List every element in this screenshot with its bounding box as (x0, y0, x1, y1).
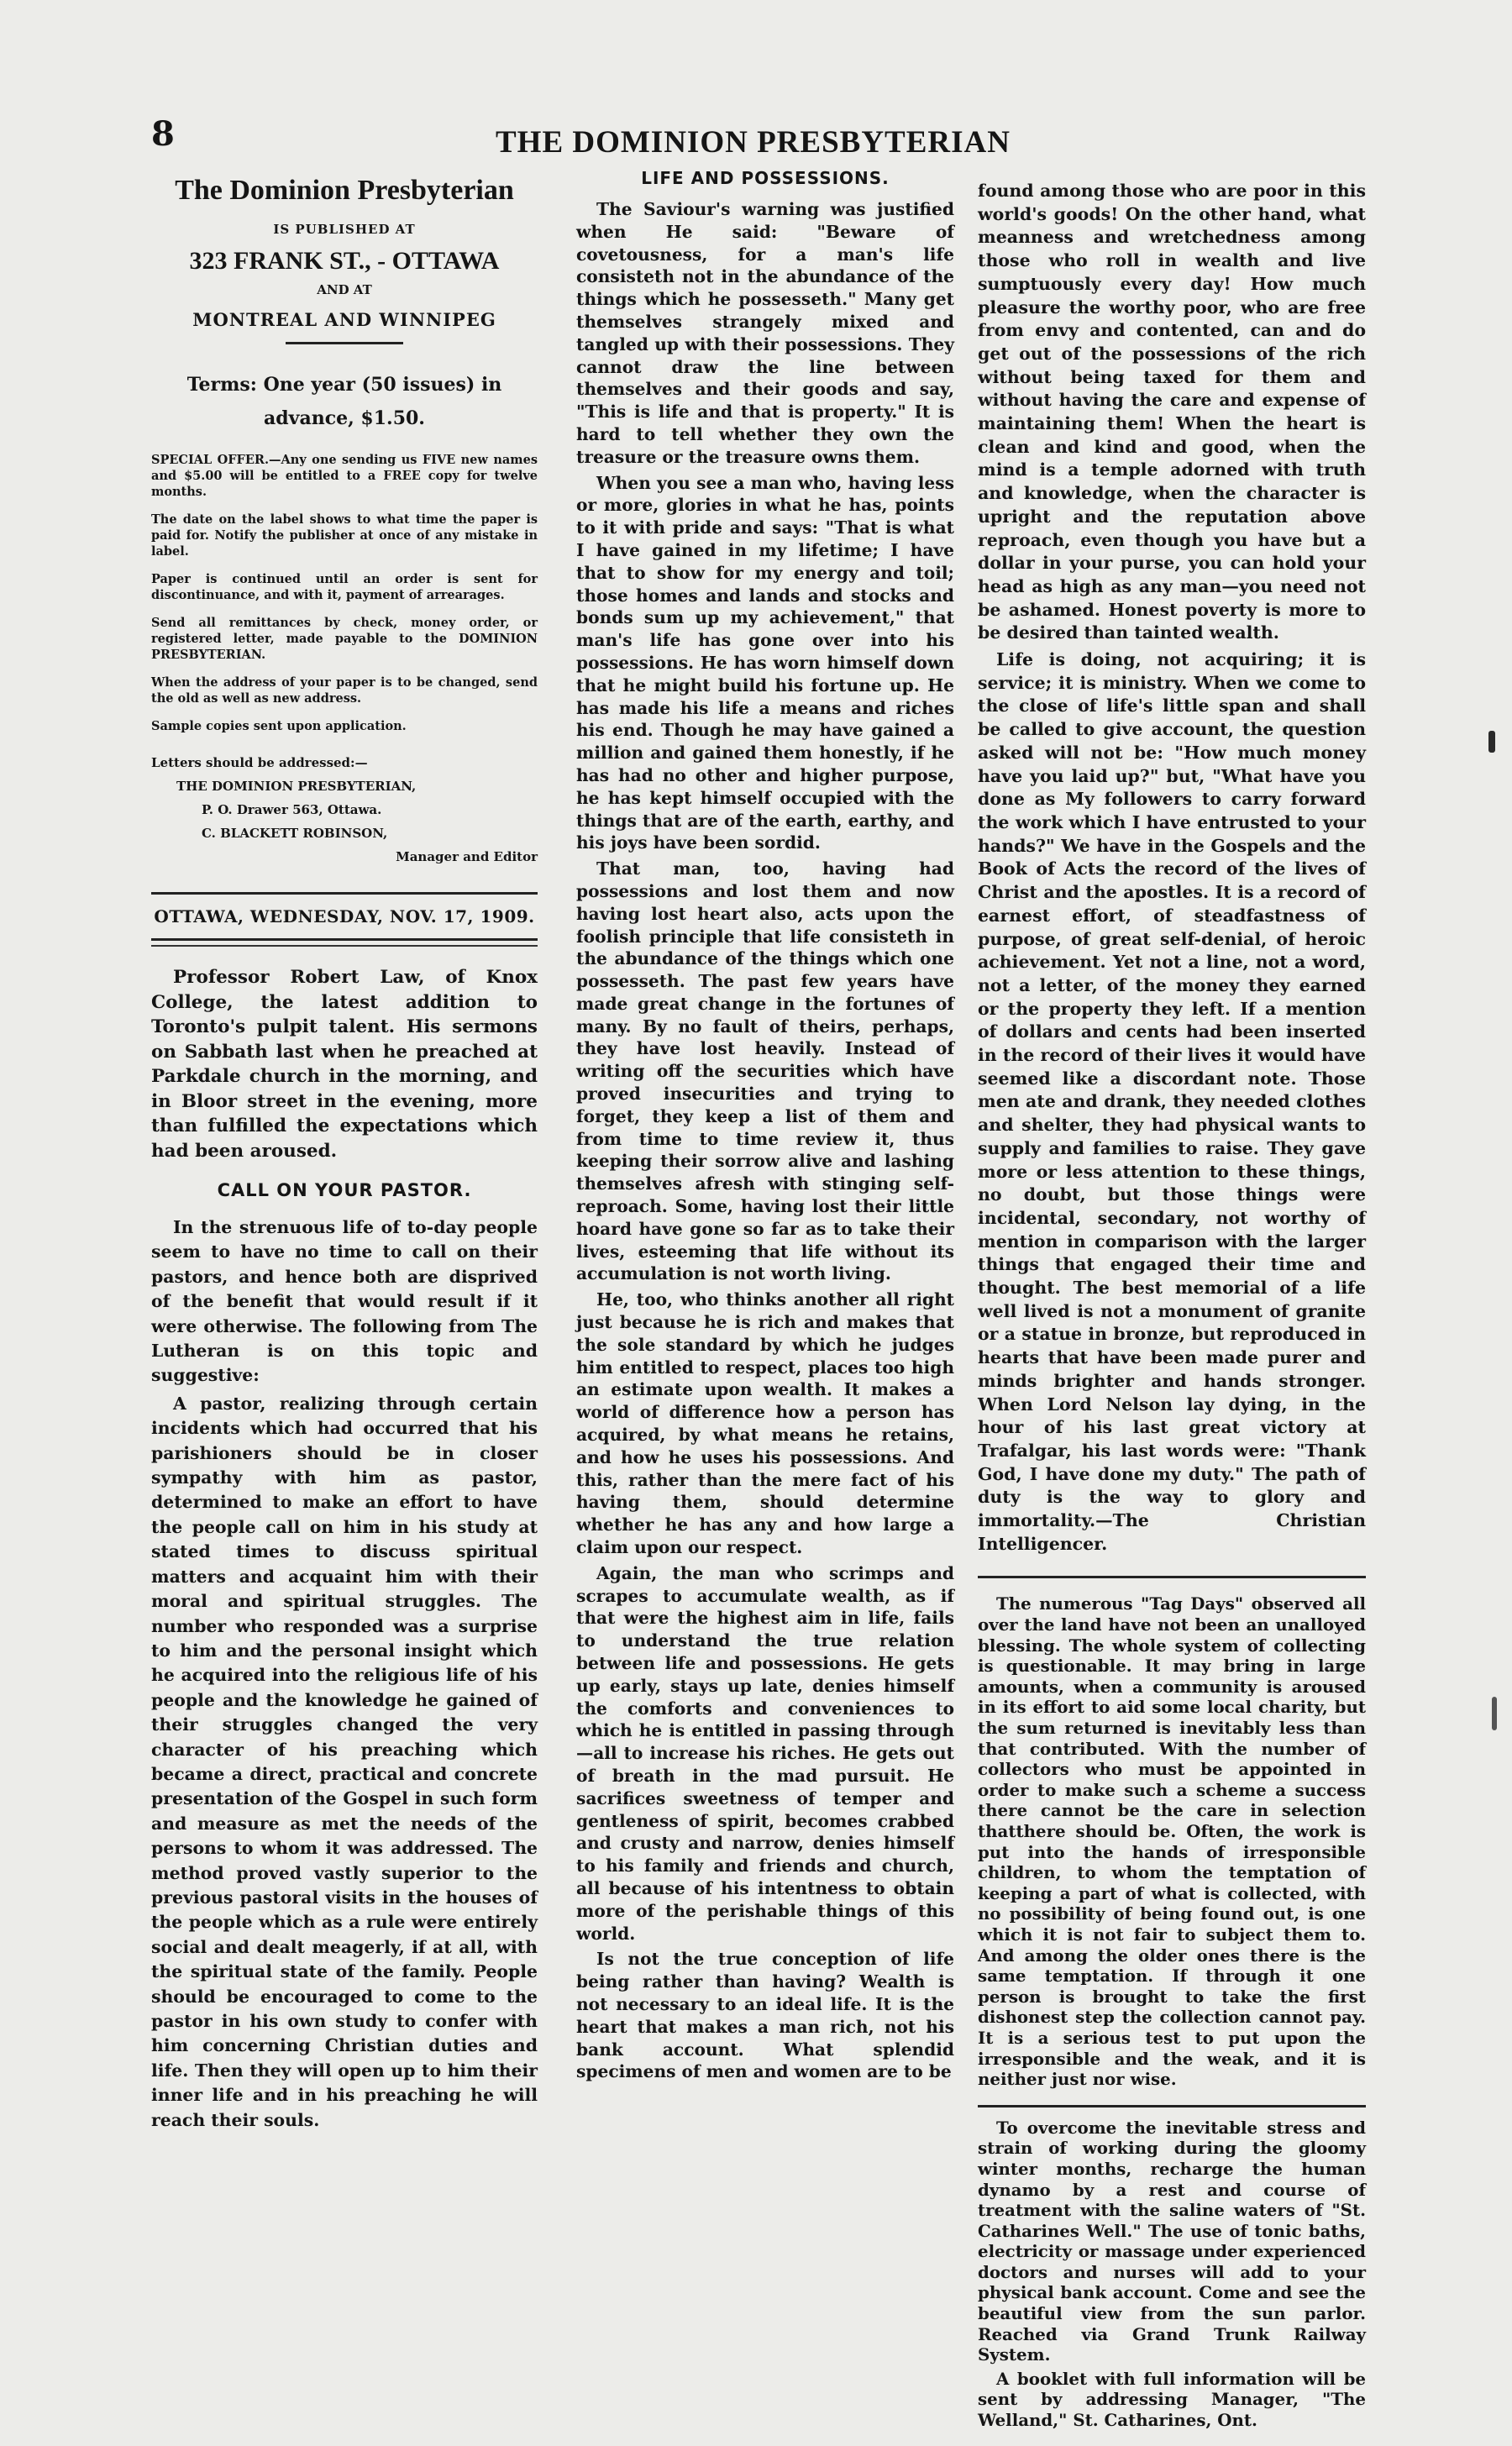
life-paragraph-4: He, too, who thinks another all right just because he is rich and makes that the sole standard by which he judges him entitled to respect, places too high an estimate upon wealth. It makes a world of difference how a person has acquired, by what means he retains, and how he uses his possessions. And this, rather than the mere fact of his having them, should determine whether he has any and how large a claim upon our respect. (576, 1289, 954, 1558)
life-paragraph-3: That man, too, having had possessions and lost them and now having lost heart also, acts upon the foolish principle that life consisteth in the abundance of the things which one possesseth. The past few years have made great change in the fortunes of many. By no fault of theirs, perhaps, they have lost heavily. Instead of writing off the securities which have proved insecurities and trying to forget, they keep a list of them and from time to time review it, thus keeping their sorrow alive and lashing themselves afresh with stinging self-reproach. Some, having lost their little hoard have gone so far as to take their lives, esteeming that life without its accumulation is not worth living. (576, 858, 954, 1284)
terms-line-2: advance, $1.50. (264, 407, 425, 429)
life-cont-paragraph-2: Life is doing, not acquiring; it is service; it is ministry. When we come to the close of life's little span and shall be called to give account, the question asked will not be: "How much money have you laid up?" but, "What have you done as My followers to carry forward the work which I have entrusted to your hands?" We have in the Gospels and the Book of Acts the record of the lives of Christ and the apostles. It is a record of earnest effort, of steadfastness of purpose, of great self-denial, of heroic achievement. Yet not a line, not a word, not a letter, of the money they earned or the property they left. If a mention of dollars and cents had been inserted in the record of their lives it would have seemed like a discordant note. Those men ate and drank, they needed clothes and shelter, they had physical wants to supply and families to raise. They gave more or less attention to these things, no doubt, but those things were incidental, secondary, not worthy of mention in comparison with the larger things that engaged their time and thought. The best memorial of a life well lived is not a monument of granite or a statue in bronze, but reproduced in hearts that have been made purer and minds brighter and hands stronger. When Lord Nelson lay dying, in the hour of his last great victory at Trafalgar, his last words were: "Thank God, I have done my duty." The path of duty is the way to glory and immortality.—The Christian Intelligencer. (978, 649, 1366, 1554)
notice-remittances: Send all remittances by check, money order, or registered letter, made payable to the DOMINION PRESBYTERIAN. (151, 616, 538, 662)
notice-label-date: The date on the label shows to what time the paper is paid for. Notify the publisher at once of any mistake in label. (151, 512, 538, 559)
print-speck (1488, 731, 1495, 753)
subscription-terms (151, 368, 538, 435)
tag-days-text: The numerous "Tag Days" observed all over the land have not been an unalloyed blessing. The whole system of collecting is questionable. It may bring in large amounts, when a community is aroused in its effort to aid some local charity, but the sum returned is inevitably less than that contributed. With the number of collectors who must be appointed in order to make such a scheme a success there cannot be the care in selection thatthere should be. Often, the work is put into the hands of irresponsible children, to whom the temptation of keeping a part of what is collected, with no possibility of being found out, is one which it is not fair to subject them to. And among the older ones there is the same temptation. If through it one person is brought to take the first dishonest step the collection cannot pay. It is a serious test to put upon the irresponsible and the weak, and it is neither just nor wise. (978, 1593, 1366, 2090)
pastor-paragraph-2: A pastor, realizing through certain incidents which had occurred that his parishioners should be in closer sympathy with him as pastor, determined to make an effort to have the people call on him in his study at stated times to discuss spiritual matters and acquaint him with their moral and spiritual struggles. The number who responded was a surprise to him and the personal insight which he acquired into the religious life of his people and the knowledge he gained of their struggles changed the very character of his preaching which became a direct, practical and concrete presentation of the Gospel in such form and measure as met the needs of the persons to whom it was addressed. The method proved vastly superior to the previous pastoral visits in the houses of the people which as a rule were entirely social and dealt meagerly, if at all, with the spiritual state of the family. People should be encouraged to come to the pastor in his own study to confer with him concerning Christian duties and life. Then they will open up to him their inner life and in his preaching he will reach their souls. (151, 1393, 538, 2130)
addr-line-3: C. BLACKETT ROBINSON, (202, 826, 388, 841)
pastor-heading: CALL ON YOUR PASTOR. (217, 1180, 472, 1200)
life-paragraph-1: The Saviour's warning was justified when He said: "Beware of covetousness, for a man's life consisteth not in the abundance of the things which he possesseth." Many get themselves strangely mixed and tangled up with their possessions. They cannot draw the line between themselves and their goods and say, "This is life and that is property." It is hard to tell whether they own the treasure or the treasure owns them. (576, 199, 954, 467)
law-note-text: Professor Robert Law, of Knox College, the latest addition to Toronto's pulpit talent. His sermons on Sabbath last when he preached at Parkdale church in the morning, and in Bloor street in the evening, more than fulfilled the expectations which had been aroused. (151, 967, 538, 1162)
life-paragraph-2: When you see a man who, having less or more, glories in what he has, points to it with pride and says: "That is what I have gained in my lifetime; I have that to show for my energy and toil; those homes and lands and stocks and bonds sum up my achievement," that man's life has gone over into his possessions. He has worn himself down that he might build his fortune up. He has made his life a means and riches his end. Though he may have gained a million and gained them honestly, if he has had no other and higher purpose, he has kept himself occupied with the things that are of the earth, earthy, and his joys have been sordid. (576, 472, 954, 853)
life-possessions-article (576, 198, 954, 2083)
life-cont-paragraph-1: found among those who are poor in this world's goods! On the other hand, what meanness and wretchedness among those who roll in wealth and live sumptuously every day! How much pleasure the worthy poor, who are free from envy and contented, can and do get out of the possessions of the rich without being taxed for them and without having the care and expense of maintaining them! When the heart is clean and kind and good, when the mind is a temple adorned with truth and knowledge, when the character is upright and the reputation above reproach, even though you have but a dollar in your purse, you can hold your head as high as any man—you need not be ashamed. Honest poverty is more to be desired than tainted wealth. (978, 181, 1366, 643)
life-possessions-continued (978, 180, 1366, 1556)
masthead-address: 323 FRANK ST., - OTTAWA (189, 247, 500, 275)
masthead-title: The Dominion Presbyterian (175, 175, 514, 206)
addr-line-2: P. O. Drawer 563, Ottawa. (202, 802, 382, 817)
dateline: OTTAWA, WEDNESDAY, NOV. 17, 1909. (151, 892, 538, 941)
life-paragraph-5: Again, the man who scrimps and scrapes to accumulate wealth, as if that were the highest aim in life, fails to understand the true relation between life and possessions. He gets up early, stays up late, denies himself the comforts and conveniences to which he is entitled in passing through —all to increase his riches. He gets out of breath in the mad pursuit. He sacrifices sweetness of temper and gentleness of spirit, becomes crabbed and crusty and narrow, denies himself to his family and friends and church, all because of his intentness to obtain more of the perishable things of this world. (576, 1562, 954, 1944)
ad-paragraph-1: To overcome the inevitable stress and strain of working during the gloomy winter months, recharge the human dynamo by a rest and course of treatment with the saline waters of "St. Catharines Well." The use of tonic baths, electricity or massage under experienced doctors and nurses will add to your physical bank account. Come and see the beautiful view from the sun parlor. Reached via Grand Trunk Railway System. (978, 2117, 1366, 2365)
page-number: 8 (151, 114, 175, 154)
mailing-address-block (151, 751, 538, 869)
tag-days-article (978, 1593, 1366, 2089)
addr-line-4: Manager and Editor (396, 849, 538, 864)
column-middle (576, 168, 954, 2086)
letters-label: Letters should be addressed:— (151, 755, 368, 770)
article-separator-1 (978, 1576, 1366, 1578)
life-possessions-heading: LIFE AND POSSESSIONS. (641, 168, 890, 188)
masthead-published-at: IS PUBLISHED AT (273, 222, 416, 237)
masthead-cities: MONTREAL AND WINNIPEG (192, 309, 496, 330)
life-paragraph-6: Is not the true conception of life being rather than having? Wealth is not necessary to an ideal life. It is the heart that makes a man rich, not his bank account. What splendid specimens of men and women are to be (576, 1949, 954, 2082)
ad-paragraph-2: A booklet with full information will be sent by addressing Manager, "The Welland," St. Catharines, Ont. (978, 2368, 1366, 2431)
law-note (151, 965, 538, 1163)
addr-line-1: THE DOMINION PRESBYTERIAN, (176, 779, 417, 794)
column-right (978, 180, 1366, 2434)
masthead-rule (286, 342, 403, 344)
print-speck (1492, 1697, 1497, 1730)
article-separator-2 (978, 2105, 1366, 2107)
dateline-rule (151, 945, 538, 947)
pastor-article (151, 1215, 538, 2133)
notice-discontinuance: Paper is continued until an order is sent for discontinuance, and with it, payment of arrearages. (151, 572, 538, 602)
masthead-and-at: AND AT (317, 282, 372, 297)
notice-special-offer: SPECIAL OFFER.—Any one sending us FIVE new names and $5.00 will be entitled to a FREE copy for twelve months. (151, 453, 538, 499)
notice-address-change: When the address of your paper is to be changed, send the old as well as new address. (151, 675, 538, 706)
notice-sample-copies: Sample copies sent upon application. (151, 719, 407, 733)
running-title: THE DOMINION PRESBYTERIAN (496, 125, 1011, 160)
column-left (151, 168, 538, 2136)
pastor-paragraph-1: In the strenuous life of to-day people seem to have no time to call on their pastors, and hence both are disprived of the benefit that would result if it were otherwise. The following from The Lutheran is on this topic and suggestive: (151, 1217, 538, 1386)
terms-line-1: Terms: One year (50 issues) in (186, 374, 502, 396)
st-catharines-ad (978, 2118, 1366, 2431)
